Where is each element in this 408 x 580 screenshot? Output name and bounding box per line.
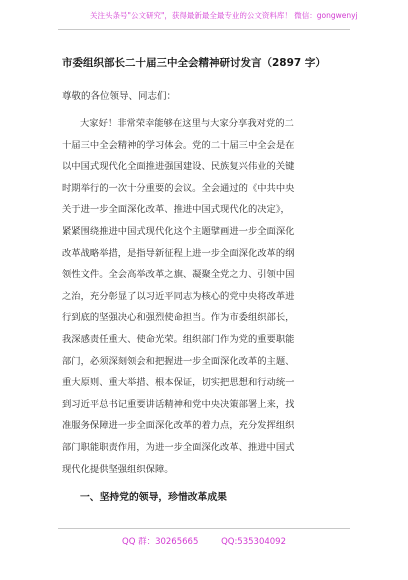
body-line: 改革战略举措，是指导新征程上进一步全面深化改革的纲 <box>62 247 295 259</box>
document-title: 市委组织部长二十届三中全会精神研讨发言（2897 字） <box>62 57 326 69</box>
body-line: 领性文件。全会高举改革之旗、凝聚全党之力、引领中国 <box>62 269 295 281</box>
footer-qq-group: QQ 群：30265665 <box>122 537 199 547</box>
body-line: 大家好！非常荣幸能够在这里与大家分享我对党的二 <box>80 118 294 129</box>
body-line: 部门职能职责作用，为进一步全面深化改革、推进中国式 <box>62 441 295 453</box>
body-line: 之治，充分彰显了以习近平同志为核心的党中央将改革进 <box>62 290 295 302</box>
body-line: 重大原则、重大举措、根本保证，切实把思想和行动统一 <box>62 377 295 389</box>
body-line: 以中国式现代化全面推进强国建设、民族复兴伟业的关键 <box>62 161 295 173</box>
section-heading: 一、坚持党的领导，珍惜改革成果 <box>80 492 227 503</box>
body-line: 时期举行的一次十分重要的会议。全会通过的《中共中央 <box>62 182 295 194</box>
body-line: 关于进一步全面深化改革、推进中国式现代化的决定》， <box>62 204 290 216</box>
salutation: 尊敬的各位领导、同志们： <box>62 91 177 102</box>
body-line: 准服务保障进一步全面深化改革的着力点，充分发挥组织 <box>62 420 295 432</box>
body-line: 紧紧围绕推进中国式现代化这个主题擘画进一步全面深化 <box>62 225 295 237</box>
body-line: 部门，必须深刻领会和把握进一步全面深化改革的主题、 <box>62 355 295 367</box>
body-line: 行到底的坚强决心和强烈使命担当。作为市委组织部长， <box>62 312 295 324</box>
body-line: 到习近平总书记重要讲话精神和党中央决策部署上来，找 <box>62 398 295 410</box>
body-line: 我深感责任重大、使命光荣。组织部门作为党的重要职能 <box>62 333 295 345</box>
footer-qq-number: QQ:535304092 <box>221 537 286 547</box>
header-promo-note: 关注头条号"公文研究"，获得最新最全最专业的公文资料库！ 微信：gongwenyj <box>90 11 358 20</box>
header-divider <box>58 29 350 30</box>
footer <box>0 535 408 547</box>
body-text <box>62 113 352 480</box>
body-line: 十届三中全会精神的学习体会。党的二十届三中全会是在 <box>62 139 295 151</box>
body-line: 现代化提供坚强组织保障。 <box>62 463 174 475</box>
footer-divider <box>58 528 350 529</box>
